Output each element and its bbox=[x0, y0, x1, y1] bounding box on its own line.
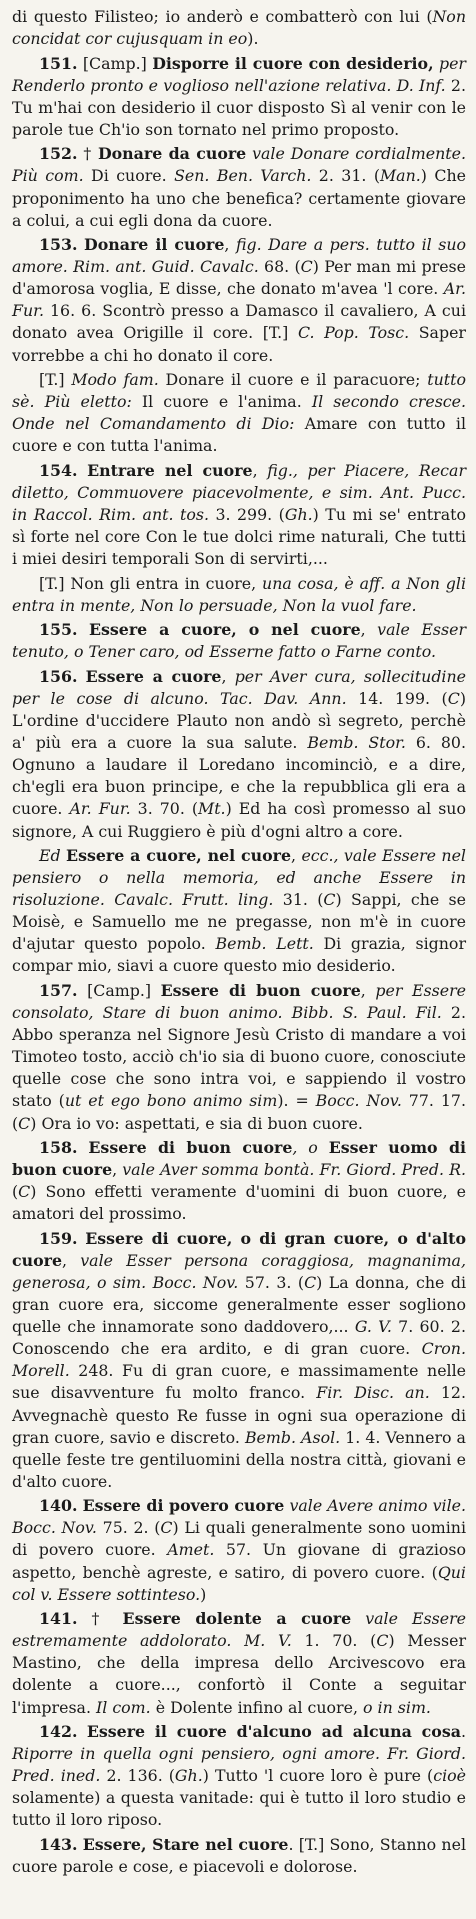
italic-text: Il secondo cresce. Onde nel Comandamento di Dio: bbox=[12, 392, 467, 434]
italic-text: Ar. Fur. bbox=[12, 279, 466, 321]
body-text: 6. 80. Ognuno a laudare il Loredano incominciò, e a dire, ch'egli era buon principe, e che la repubblica gli era a cuore. bbox=[12, 733, 467, 819]
italic-text: per Aver cura, sollecitudine per le cose di alcuno. Tac. Dav. Ann. bbox=[12, 666, 467, 708]
entry-continuation bbox=[12, 6, 466, 50]
body-text: 3. 70. ( bbox=[130, 799, 199, 819]
body-text: 57. 3. ( bbox=[238, 1272, 305, 1292]
italic-text: C bbox=[447, 688, 460, 708]
body-text: ) Tutto 'l cuore loro è pure ( bbox=[202, 1766, 434, 1786]
italic-text: C bbox=[18, 1182, 31, 1202]
italic-text: per Renderlo pronto e voglioso nell'azione relativa. D. Inf. bbox=[12, 53, 466, 95]
body-text: 16. 6. Scontrò presso a Damasco il cavaliero, A cui donato avea Origille il core. [T.] bbox=[12, 301, 466, 343]
italic-text: Bemb. Stor. bbox=[307, 733, 406, 753]
body-text: 3. 299. ( bbox=[208, 505, 285, 525]
entry-headword: Donare da cuore bbox=[97, 144, 247, 164]
entry-number: 140. bbox=[39, 1496, 78, 1516]
body-text: Saper vorrebbe a chi ho donato il core. bbox=[12, 323, 466, 365]
body-text: Donare il cuore e il paracuore; bbox=[158, 370, 428, 390]
body-text: ) Ed ha così promesso al suo signore, A cui Ruggiero è più d'ogni altro a core. bbox=[12, 799, 466, 841]
italic-text: Sen. Ben. Varch. bbox=[174, 166, 312, 186]
body-text: 1. 70. ( bbox=[291, 1631, 377, 1651]
italic-text: C bbox=[160, 1518, 173, 1538]
italic-text: , o bbox=[292, 1137, 329, 1157]
body-text: ) bbox=[200, 1584, 207, 1604]
entry-headword: Essere di cuore, o di gran cuore, o d'alto cuore bbox=[12, 1228, 467, 1270]
body-text: [Camp.] bbox=[77, 53, 153, 73]
italic-text: Amet. bbox=[167, 1540, 215, 1560]
body-text: ). = bbox=[277, 1091, 316, 1111]
body-text: ) Per man mi prese d'amorosa voglia, E disse, che donato m'avea 'l core. bbox=[12, 257, 466, 299]
dictionary-entry bbox=[12, 1137, 466, 1225]
italic-text: Ed bbox=[39, 845, 67, 865]
body-text: ) Messer Mastino, che della impresa dello Arcivescovo era dolente a cuore..., confortò il Conte a seguitar l'impresa. bbox=[12, 1631, 466, 1717]
entry-headword: Essere dolente a cuore bbox=[122, 1609, 352, 1629]
italic-text: Ar. Fur. bbox=[69, 799, 131, 819]
entry-headword: Donare il cuore bbox=[84, 235, 225, 255]
body-text: 2. 136. ( bbox=[100, 1766, 175, 1786]
italic-text: vale Esser tenuto, o Tener caro, od Esserne fatto o Farne conto. bbox=[12, 620, 466, 662]
body-text: ) Ora io vo: aspettati, e sia di buon cuore. bbox=[30, 1113, 363, 1133]
entry-number: 142. bbox=[39, 1721, 78, 1741]
body-text: ). bbox=[247, 29, 259, 49]
body-text: ) Che proponimento ha uno che benefica? certamente giovare a colui, a cui egli dona da cuore. bbox=[12, 166, 466, 230]
body-text bbox=[77, 620, 88, 639]
italic-text: Gh. bbox=[284, 505, 313, 525]
body-text: † bbox=[77, 144, 98, 164]
body-text: Amare con tutto il cuore e con tutta l'anima. bbox=[12, 414, 466, 456]
italic-text: C bbox=[376, 1631, 389, 1651]
body-text: [Camp.] bbox=[77, 980, 161, 1000]
entry-number: 153. bbox=[39, 235, 78, 255]
entry-headword: Essere a cuore, nel cuore bbox=[66, 845, 292, 865]
italic-text: o in sim. bbox=[363, 1697, 431, 1717]
italic-text: Modo fam. bbox=[71, 370, 159, 390]
entry-number: 157. bbox=[39, 980, 78, 1000]
body-text: 2. Abbo speranza nel Signore Jesù Cristo di mandare a voi Timoteo tosto, acciò ch'io sia di buono cuore, conosciute quelle cose che sono intra voi, e sappiendo il vostro stato ( bbox=[12, 1003, 467, 1111]
dictionary-entry bbox=[12, 980, 466, 1135]
italic-text: Qui col v. Essere sottinteso. bbox=[12, 1562, 466, 1604]
italic-text: Bocc. Nov. bbox=[315, 1091, 402, 1111]
dictionary-entry bbox=[12, 1834, 466, 1878]
italic-text: C. Pop. Tosc. bbox=[297, 323, 410, 343]
entry-subsection bbox=[12, 845, 466, 978]
italic-text: vale Avere animo vile. Bocc. Nov. bbox=[12, 1496, 466, 1538]
italic-text: Man. bbox=[380, 166, 421, 186]
entry-headword: Essere, Stare nel cuore bbox=[82, 1834, 289, 1854]
body-text bbox=[77, 461, 87, 480]
body-text bbox=[77, 1138, 88, 1157]
dictionary-entry bbox=[12, 1228, 466, 1493]
dictionary-entry bbox=[12, 460, 466, 570]
dictionary-entry bbox=[12, 234, 466, 367]
body-text: di questo Filisteo; io anderò e combatterò con lui ( bbox=[12, 7, 433, 26]
body-text: ) Sappi, che se Moisè, e Samuello me ne pregasse, non m'è in cuore d'ajutar questo popolo. bbox=[12, 890, 467, 954]
italic-text: Fir. Disc. an. bbox=[316, 1383, 430, 1403]
body-text: Il cuore e l'anima. bbox=[131, 392, 312, 412]
italic-text: Bemb. Asol. bbox=[244, 1427, 341, 1447]
body-text: ) Sono effetti veramente d'uomini di buon cuore, e amatori del prossimo. bbox=[12, 1182, 466, 1224]
entry-subsection bbox=[12, 369, 466, 457]
entry-headword: Esser uomo di buon cuore bbox=[12, 1137, 466, 1180]
italic-text: fig. Dare a pers. tutto il suo amore. Rim. ant. Guid. Cavalc. bbox=[12, 235, 467, 277]
italic-text: Gh. bbox=[174, 1766, 203, 1786]
italic-text: C bbox=[323, 890, 336, 910]
body-text: , bbox=[252, 460, 268, 480]
entry-headword: Essere il cuore d'alcuno ad alcuna cosa bbox=[86, 1721, 461, 1741]
dictionary-entry bbox=[12, 666, 466, 843]
body-text: 7. 60. 2. Conoscendo che era ardito, e di gran cuore. bbox=[12, 1317, 466, 1359]
body-text: 31. ( bbox=[273, 890, 324, 910]
entry-number: 152. bbox=[39, 144, 78, 164]
entry-subsection bbox=[12, 573, 466, 617]
body-text: ( bbox=[12, 1182, 19, 1202]
italic-text: Non concidat cor cujusquam in eo bbox=[12, 7, 466, 49]
body-text: [T.] bbox=[39, 370, 72, 390]
entry-headword: Essere di povero cuore bbox=[82, 1496, 285, 1516]
entry-headword: Entrare nel cuore bbox=[87, 460, 253, 480]
dictionary-entry bbox=[12, 619, 466, 663]
body-text: ) Li quali generalmente sono uomini di povero cuore. bbox=[12, 1518, 466, 1560]
italic-text: una cosa, è aff. a Non gli entra in mente, Non lo persuade, Non la vuol fare. bbox=[12, 573, 467, 615]
italic-text: per Essere consolato, Stare di buon animo. Bibb. S. Paul. Fil. bbox=[12, 980, 466, 1023]
body-text: ) Tu mi se' entrato sì forte nel core Con le tue dolci rime naturali, Che tutti i miei desiri temporali Son di servirti,... bbox=[12, 505, 466, 569]
body-text: [T.] Non gli entra in cuore, bbox=[39, 573, 263, 593]
italic-text: cioè bbox=[433, 1766, 466, 1786]
dictionary-entry bbox=[12, 1495, 466, 1605]
italic-text: Mt. bbox=[198, 799, 226, 819]
italic-text: vale Esser persona coraggiosa, magnanima, generosa, o sim. Bocc. Nov. bbox=[12, 1250, 466, 1292]
body-text: , bbox=[360, 620, 378, 640]
body-text bbox=[77, 1722, 86, 1741]
entry-headword: Disporre il cuore con desiderio, bbox=[152, 53, 434, 73]
body-text: , bbox=[62, 1250, 81, 1270]
body-text: † bbox=[77, 1609, 123, 1629]
body-text: 2. 31. ( bbox=[311, 166, 380, 186]
entry-number: 159. bbox=[39, 1228, 78, 1248]
entry-headword: Essere di buon cuore bbox=[88, 1137, 293, 1157]
entry-headword: Essere di buon cuore bbox=[160, 980, 361, 1000]
body-text: 12. Avvegnachè questo Re fusse in ogni sua operazione di gran cuore, savio e discreto. bbox=[12, 1383, 466, 1447]
dictionary-entry bbox=[12, 143, 466, 231]
entry-number: 141. bbox=[39, 1609, 78, 1629]
body-text: è Dolente infino al cuore, bbox=[150, 1697, 363, 1717]
dictionary-entry bbox=[12, 1721, 466, 1831]
body-text: Di cuore. bbox=[83, 166, 175, 186]
body-text: 68. ( bbox=[258, 257, 301, 277]
entry-number: 156. bbox=[39, 666, 78, 686]
body-text: 14. 199. ( bbox=[346, 688, 448, 708]
italic-text: G. V. bbox=[354, 1317, 392, 1337]
body-text: . [T.] Sono, Stanno nel cuore parole e cose, e piacevoli e dolorose. bbox=[12, 1834, 466, 1876]
italic-text: vale Aver somma bontà. Fr. Giord. Pred. R. bbox=[122, 1160, 466, 1180]
body-text: . bbox=[460, 1721, 466, 1741]
entry-number: 151. bbox=[39, 53, 78, 73]
body-text: Di grazia, signor compar mio, siavi a cuore questo mio desiderio. bbox=[12, 934, 466, 976]
italic-text: C bbox=[304, 1272, 317, 1292]
body-text: solamente) a questa vanitade: qui è tutto il loro studio e tutto il loro riposo. bbox=[12, 1788, 466, 1830]
italic-text: tutto sè. Più eletto: bbox=[12, 370, 466, 412]
body-text: ) L'ordine d'uccidere Plauto non andò sì segreto, perchè a' più era a cuore la sua salute. bbox=[12, 688, 466, 753]
italic-text: C bbox=[300, 257, 313, 277]
italic-text: Cron. Morell. bbox=[12, 1339, 466, 1381]
italic-text: fig., per Piacere, Recar diletto, Commuovere piacevolmente, e sim. Ant. Pucc. in Raccol. Rim. ant. tos. bbox=[12, 460, 466, 525]
body-text: 77. 17. ( bbox=[12, 1091, 466, 1133]
italic-text: vale Essere estremamente addolorato. M. V. bbox=[12, 1609, 466, 1651]
body-text: , bbox=[291, 845, 302, 865]
body-text: 248. Fu di gran cuore, e massimamente nelle sue disavventure fu molto franco. bbox=[12, 1361, 466, 1403]
entry-number: 143. bbox=[39, 1834, 78, 1854]
italic-text: C bbox=[18, 1113, 31, 1133]
body-text: 1. 4. Vennero a quelle feste tre gentiluomini della nostra città, giovani e d'alto cuore. bbox=[12, 1427, 466, 1491]
entry-number: 155. bbox=[39, 620, 78, 640]
entry-number: 154. bbox=[39, 460, 78, 480]
dictionary-entry bbox=[12, 1608, 466, 1718]
body-text: 2. Tu m'hai con desiderio il cuor disposto Sì al venir con le parole tue Ch'io son tornato nel primo proposto. bbox=[12, 75, 467, 139]
entry-headword: Essere a cuore, o nel cuore bbox=[88, 620, 361, 640]
body-text: 57. Un giovane di grazioso aspetto, benchè agreste, e satiro, di povero cuore. ( bbox=[12, 1540, 466, 1582]
italic-text: ut et ego bono animo sim bbox=[64, 1091, 278, 1111]
italic-text: Il com. bbox=[96, 1697, 151, 1717]
italic-text: vale Donare cordialmente. Più com. bbox=[12, 144, 466, 186]
body-text: 75. 2. ( bbox=[96, 1518, 161, 1538]
italic-text: Bemb. Lett. bbox=[215, 934, 314, 954]
italic-text: ecc., vale Essere nel pensiero o nella memoria, ed anche Essere in risoluzione. Cavalc. Frutt. ling. bbox=[12, 845, 466, 910]
body-text: ) La donna, che di gran cuore era, siccome generalmente esser sogliono quelle che innamorate sono daddovero,... bbox=[12, 1272, 466, 1337]
body-text: , bbox=[360, 980, 376, 1000]
italic-text: Riporre in quella ogni pensiero, ogni amore. Fr. Giord. Pred. ined. bbox=[12, 1744, 466, 1786]
body-text: , bbox=[224, 235, 236, 255]
body-text: , bbox=[112, 1160, 123, 1180]
entry-headword: Essere a cuore bbox=[85, 666, 222, 686]
body-text: , bbox=[221, 666, 235, 686]
body-text bbox=[77, 667, 85, 686]
entry-number: 158. bbox=[39, 1137, 78, 1157]
dictionary-entry bbox=[12, 53, 466, 141]
